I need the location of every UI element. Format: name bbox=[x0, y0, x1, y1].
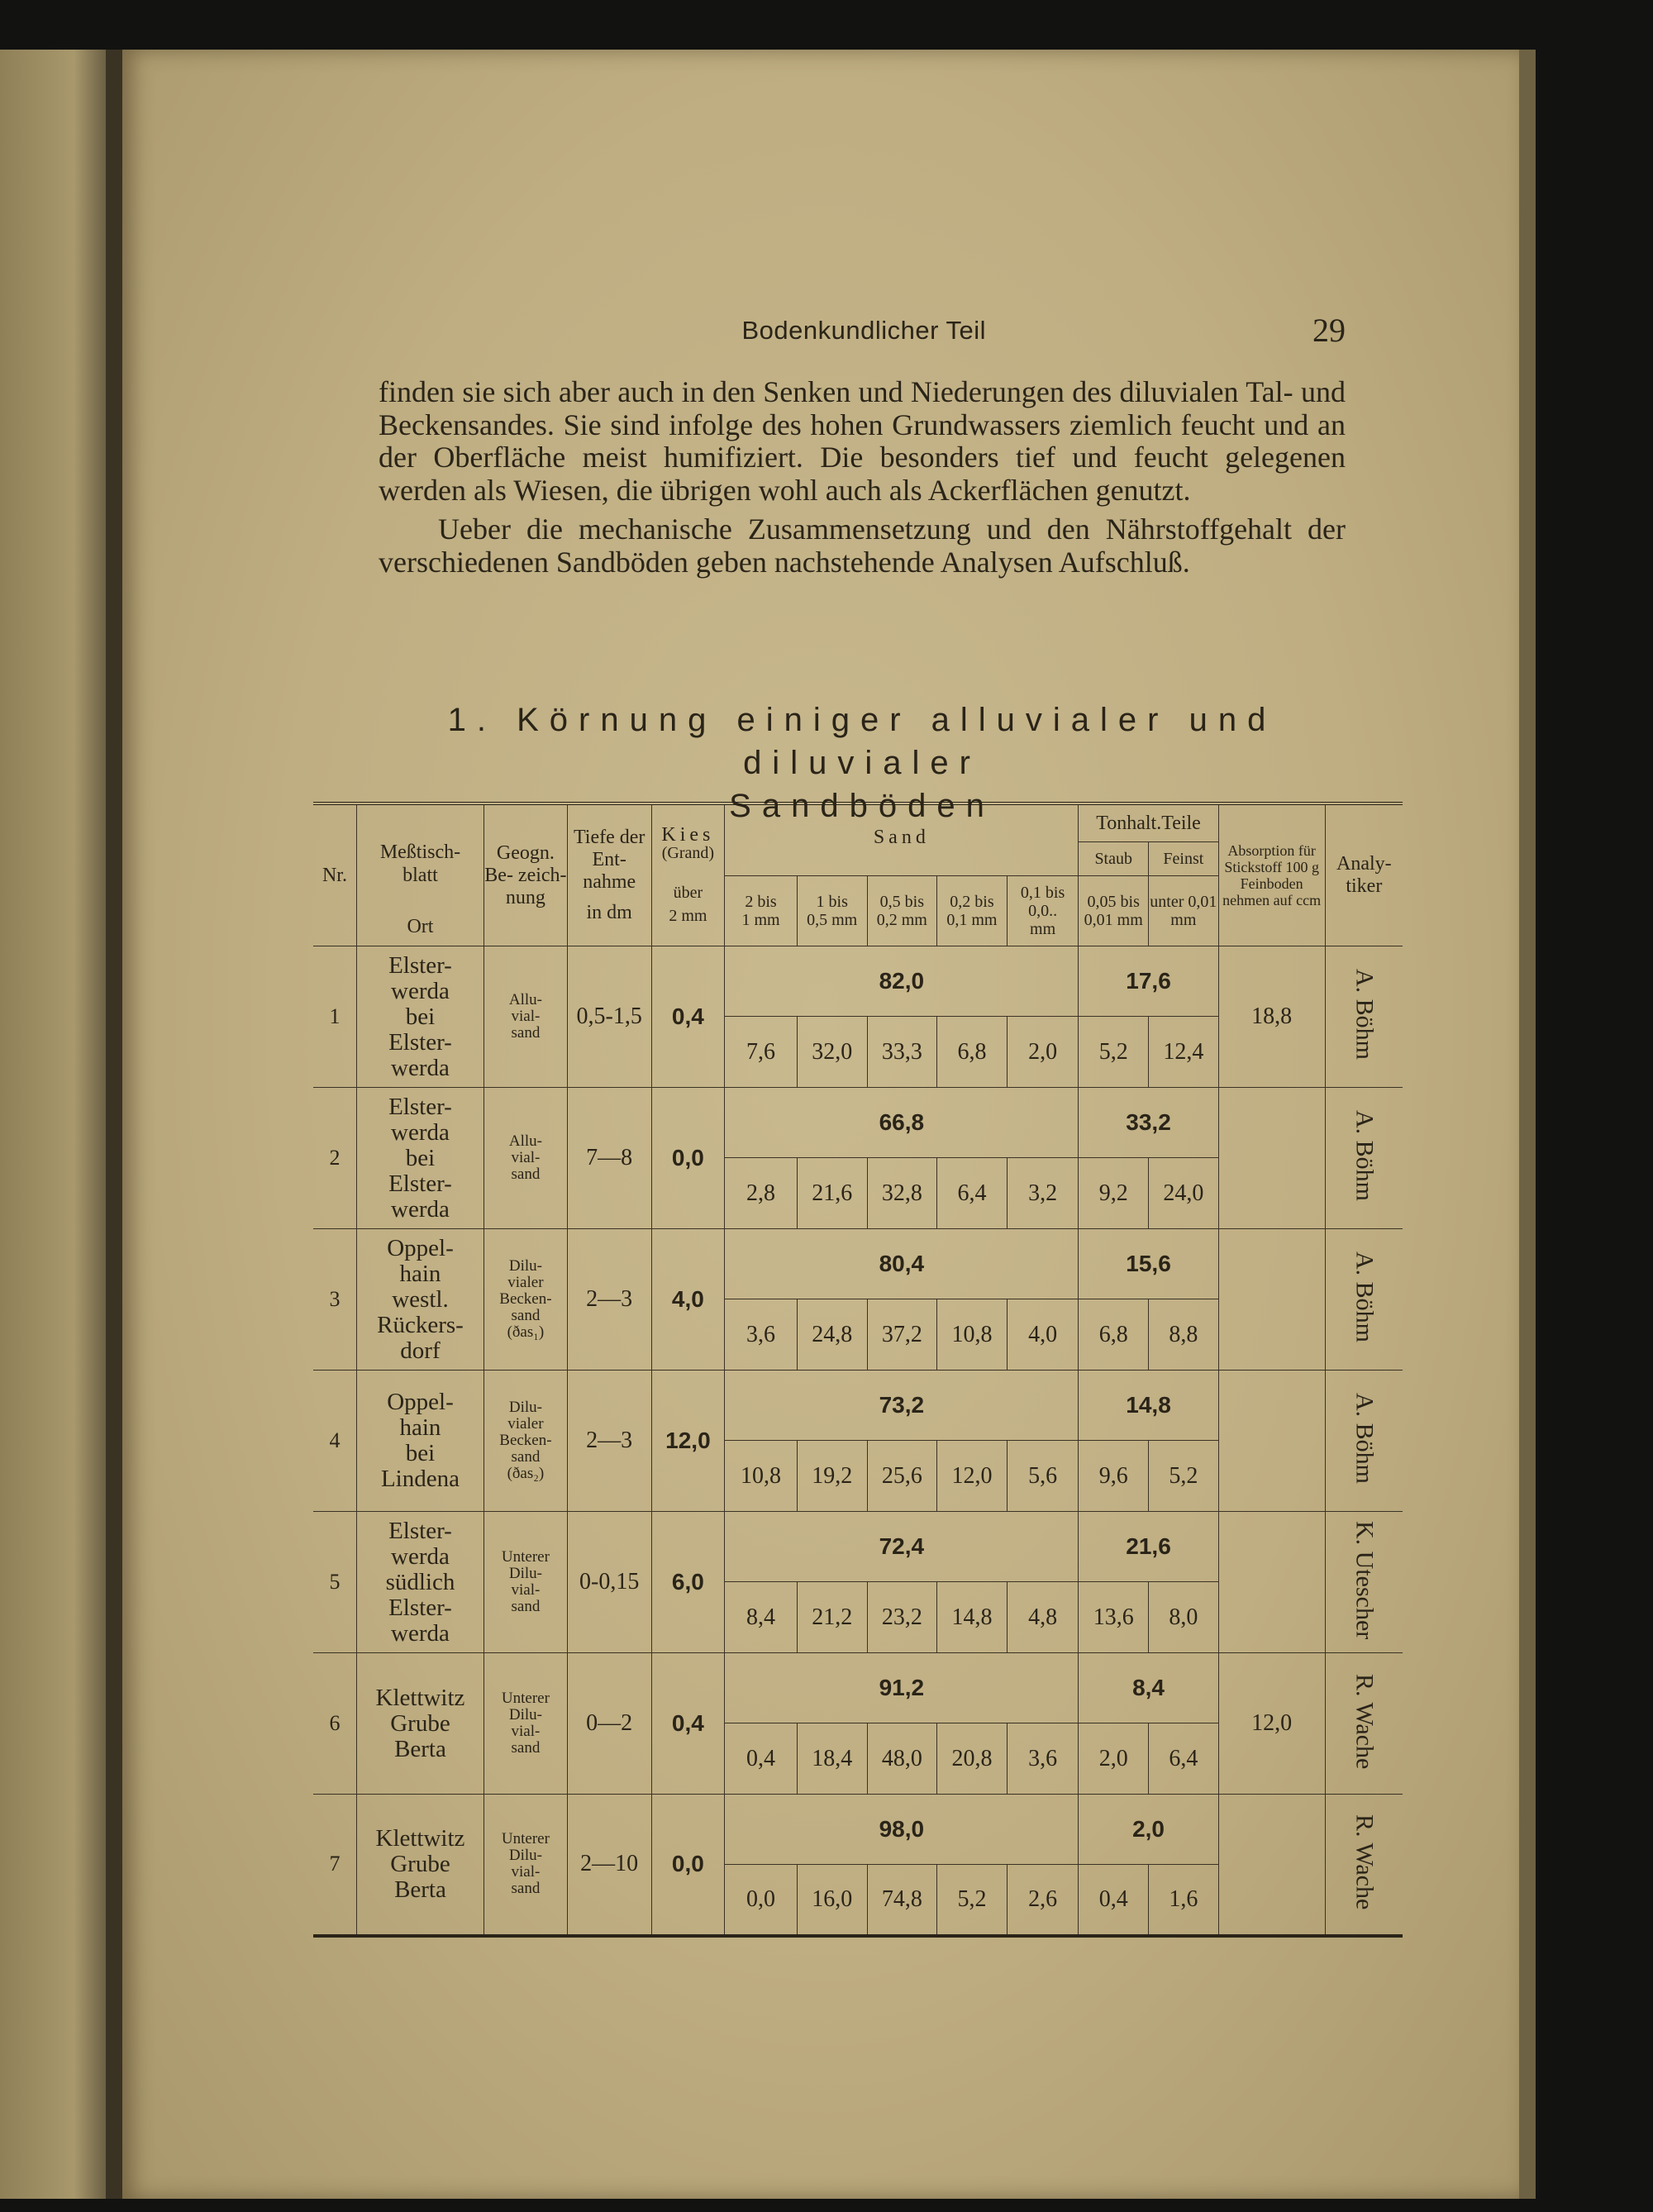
geology-line: vial- bbox=[511, 1723, 541, 1740]
clay-total: 14,8 bbox=[1079, 1371, 1218, 1441]
sand-total: 98,0 bbox=[725, 1795, 1079, 1865]
sand-fraction-value: 5,6 bbox=[1007, 1441, 1079, 1512]
location-line: Elster- bbox=[388, 1028, 452, 1056]
geology-line: vial- bbox=[511, 1581, 541, 1599]
location-line: Berta bbox=[394, 1876, 446, 1903]
sand-fraction-value: 3,2 bbox=[1007, 1158, 1079, 1229]
geology-line: sand bbox=[511, 1166, 541, 1183]
depth-value: 2—10 bbox=[567, 1795, 651, 1936]
facing-page-edge bbox=[0, 50, 106, 2199]
geology-line: vial- bbox=[511, 1863, 541, 1881]
body-text bbox=[379, 376, 1346, 579]
gravel-value: 12,0 bbox=[651, 1371, 725, 1512]
sand-col-5-line2: 0,0.. bbox=[1028, 901, 1058, 920]
location-cell bbox=[356, 1653, 484, 1795]
location-line: südlich bbox=[385, 1568, 455, 1595]
header-staub: Staub bbox=[1079, 842, 1149, 876]
sand-col-2-line1: 1 bis bbox=[816, 892, 848, 911]
location-cell bbox=[356, 946, 484, 1088]
sand-col-4-line1: 0,2 bis bbox=[950, 892, 994, 911]
location-line: Lindena bbox=[380, 1466, 460, 1492]
gravel-value: 4,0 bbox=[651, 1229, 725, 1371]
sand-fraction-value: 2,6 bbox=[1007, 1865, 1079, 1936]
geology-line: sand bbox=[511, 1739, 541, 1757]
location-cell bbox=[356, 1088, 484, 1229]
location-line: hain bbox=[399, 1414, 441, 1441]
header-feinst: Feinst bbox=[1149, 842, 1219, 876]
geology-line: vialer bbox=[507, 1415, 544, 1433]
geology-line: Unterer bbox=[501, 1548, 550, 1566]
geology-line: sand bbox=[511, 1448, 541, 1466]
analyst-name: R. Wache bbox=[1351, 1814, 1379, 1910]
sand-fraction-value: 6,4 bbox=[937, 1158, 1008, 1229]
header-sand-01-005mm bbox=[1007, 875, 1079, 946]
location-line: bei bbox=[405, 1440, 436, 1466]
table-body bbox=[313, 946, 1403, 1936]
header-nr: Nr. bbox=[313, 803, 356, 946]
clay-total: 33,2 bbox=[1079, 1088, 1218, 1158]
sand-total: 82,0 bbox=[725, 946, 1079, 1017]
header-grand: (Grand) bbox=[661, 844, 715, 862]
analyst-cell bbox=[1325, 1512, 1403, 1653]
gravel-value: 6,0 bbox=[651, 1512, 725, 1653]
geology-line: Dilu- bbox=[508, 1706, 542, 1723]
header-sand-02-01mm bbox=[937, 875, 1008, 946]
geology-cell bbox=[484, 1653, 568, 1795]
geology-cell bbox=[484, 1371, 568, 1512]
location-line: werda bbox=[391, 1054, 450, 1081]
sand-fraction-value: 7,6 bbox=[725, 1017, 798, 1088]
absorption-value bbox=[1218, 1795, 1325, 1936]
row-number: 3 bbox=[313, 1229, 356, 1371]
analyst-cell bbox=[1325, 1371, 1403, 1512]
silt-value: 9,6 bbox=[1079, 1441, 1149, 1512]
paragraph-2: Ueber die mechanische Zusammensetzung und den Nährstoffgehalt der verschiedenen Sandböden geben nachstehende Analysen Aufschluß. bbox=[379, 512, 1346, 579]
clay-total: 15,6 bbox=[1079, 1229, 1218, 1299]
sand-fraction-value: 19,2 bbox=[797, 1441, 867, 1512]
row-number: 6 bbox=[313, 1653, 356, 1795]
sand-col-5-line3: mm bbox=[1030, 919, 1056, 938]
geology-line: Dilu- bbox=[508, 1257, 542, 1275]
location-line: hain bbox=[399, 1260, 441, 1287]
sand-total: 72,4 bbox=[725, 1512, 1079, 1582]
geology-line: (ðas₁) bbox=[507, 1323, 545, 1341]
clay-total: 21,6 bbox=[1079, 1512, 1218, 1582]
sand-col-4-line2: 0,1 mm bbox=[946, 910, 998, 929]
sand-col-1-line2: 1 mm bbox=[741, 910, 780, 929]
geology-line: Unterer bbox=[501, 1690, 550, 1707]
header-staub-range: 0,05 bis 0,01 mm bbox=[1079, 875, 1149, 946]
location-line: werda bbox=[391, 977, 450, 1004]
geology-line: vial- bbox=[511, 1008, 541, 1025]
location-line: Grube bbox=[390, 1850, 450, 1877]
depth-value: 2—3 bbox=[567, 1371, 651, 1512]
table-row bbox=[313, 1512, 1403, 1582]
fine-value: 1,6 bbox=[1149, 1865, 1219, 1936]
sand-total: 66,8 bbox=[725, 1088, 1079, 1158]
location-line: Berta bbox=[394, 1735, 446, 1762]
location-cell bbox=[356, 1371, 484, 1512]
sand-fraction-value: 3,6 bbox=[725, 1299, 798, 1371]
geology-line: Becken- bbox=[499, 1432, 552, 1449]
geology-cell bbox=[484, 1088, 568, 1229]
location-cell bbox=[356, 1795, 484, 1936]
page-number: 29 bbox=[1312, 312, 1346, 349]
absorption-value: 12,0 bbox=[1218, 1653, 1325, 1795]
sand-col-2-line2: 0,5 mm bbox=[807, 910, 858, 929]
depth-value: 0—2 bbox=[567, 1653, 651, 1795]
geology-cell bbox=[484, 1512, 568, 1653]
sand-fraction-value: 16,0 bbox=[797, 1865, 867, 1936]
location-line: werda bbox=[391, 1619, 450, 1647]
header-sand-05-02mm bbox=[867, 875, 937, 946]
clay-total: 17,6 bbox=[1079, 946, 1218, 1017]
row-number: 7 bbox=[313, 1795, 356, 1936]
row-number: 4 bbox=[313, 1371, 356, 1512]
sand-fraction-value: 20,8 bbox=[937, 1723, 1008, 1795]
sand-fraction-value: 32,0 bbox=[797, 1017, 867, 1088]
header-messtisch-line1: Meßtisch- bbox=[379, 841, 461, 863]
analyst-cell bbox=[1325, 946, 1403, 1088]
sand-col-3-line1: 0,5 bis bbox=[879, 892, 924, 911]
header-feinst-range: unter 0,01 mm bbox=[1149, 875, 1219, 946]
sand-fraction-value: 8,4 bbox=[725, 1582, 798, 1653]
row-number: 1 bbox=[313, 946, 356, 1088]
absorption-value bbox=[1218, 1229, 1325, 1371]
sand-fraction-value: 3,6 bbox=[1007, 1723, 1079, 1795]
header-geogn: Geogn. Be- zeich- nung bbox=[484, 803, 568, 946]
analyst-name: A. Böhm bbox=[1351, 1110, 1379, 1202]
sand-fraction-value: 32,8 bbox=[867, 1158, 937, 1229]
silt-value: 13,6 bbox=[1079, 1582, 1149, 1653]
silt-value: 2,0 bbox=[1079, 1723, 1149, 1795]
header-absorption: Absorption für Stickstoff 100 g Feinboden nehmen auf ccm bbox=[1218, 803, 1325, 946]
sand-col-3-line2: 0,2 mm bbox=[876, 910, 927, 929]
row-number: 2 bbox=[313, 1088, 356, 1229]
depth-value: 0,5-1,5 bbox=[567, 946, 651, 1088]
gravel-value: 0,0 bbox=[651, 1795, 725, 1936]
geology-line: sand bbox=[511, 1307, 541, 1324]
geology-cell bbox=[484, 946, 568, 1088]
paragraph-1: finden sie sich aber auch in den Senken und Niederungen des diluvialen Tal- und Beckensandes. Sie sind infolge des hohen Grundwassers ziemlich feucht und an der Oberfläche meist humifiziert. Die besonders tief und feucht gelegenen werden als Wiesen, die übrigen wohl auch als Ackerflächen genutzt. bbox=[379, 375, 1346, 507]
header-kies-unit-1: über bbox=[673, 884, 703, 902]
table-header bbox=[313, 803, 1403, 946]
sand-fraction-value: 21,2 bbox=[797, 1582, 867, 1653]
location-line: Elster- bbox=[388, 1170, 452, 1197]
location-line: Elster- bbox=[388, 1517, 452, 1544]
sand-fraction-value: 5,2 bbox=[937, 1865, 1008, 1936]
table-row bbox=[313, 1088, 1403, 1158]
depth-value: 0-0,15 bbox=[567, 1512, 651, 1653]
header-tiefe-unit: in dm bbox=[586, 902, 632, 923]
location-line: bei bbox=[405, 1003, 436, 1030]
location-cell bbox=[356, 1512, 484, 1653]
sand-col-1-line1: 2 bis bbox=[745, 892, 777, 911]
depth-value: 7—8 bbox=[567, 1088, 651, 1229]
table-row bbox=[313, 1653, 1403, 1723]
table-row bbox=[313, 1795, 1403, 1865]
sand-col-5-line1: 0,1 bis bbox=[1020, 883, 1065, 902]
absorption-value: 18,8 bbox=[1218, 946, 1325, 1088]
sand-fraction-value: 4,8 bbox=[1007, 1582, 1079, 1653]
location-line: werda bbox=[391, 1118, 450, 1146]
analyst-cell bbox=[1325, 1653, 1403, 1795]
fine-value: 8,0 bbox=[1149, 1582, 1219, 1653]
location-line: Rückers- bbox=[377, 1311, 464, 1338]
row-number: 5 bbox=[313, 1512, 356, 1653]
sand-fraction-value: 2,8 bbox=[725, 1158, 798, 1229]
geology-line: Dilu- bbox=[508, 1399, 542, 1416]
header-analytiker: Analy- tiker bbox=[1325, 803, 1403, 946]
gravel-value: 0,4 bbox=[651, 1653, 725, 1795]
sand-fraction-value: 4,0 bbox=[1007, 1299, 1079, 1371]
header-tiefe bbox=[567, 803, 651, 946]
caption-line-2: Sandböden bbox=[729, 788, 995, 824]
sand-fraction-value: 0,4 bbox=[725, 1723, 798, 1795]
location-line: westl. bbox=[392, 1285, 449, 1313]
geology-line: sand bbox=[511, 1880, 541, 1898]
geology-line: sand bbox=[511, 1598, 541, 1615]
sand-fraction-value: 14,8 bbox=[937, 1582, 1008, 1653]
sand-fraction-value: 6,8 bbox=[937, 1017, 1008, 1088]
geology-line: Dilu- bbox=[508, 1847, 542, 1865]
gravel-value: 0,0 bbox=[651, 1088, 725, 1229]
fine-value: 5,2 bbox=[1149, 1441, 1219, 1512]
sand-fraction-value: 33,3 bbox=[867, 1017, 937, 1088]
location-line: dorf bbox=[400, 1337, 441, 1364]
location-line: werda bbox=[391, 1195, 450, 1223]
location-line: bei bbox=[405, 1144, 436, 1171]
header-kies bbox=[651, 803, 725, 946]
location-line: Grube bbox=[390, 1709, 450, 1737]
gravel-value: 0,4 bbox=[651, 946, 725, 1088]
analyst-name: K. Utescher bbox=[1351, 1520, 1379, 1640]
silt-value: 6,8 bbox=[1079, 1299, 1149, 1371]
analyst-name: A. Böhm bbox=[1351, 1393, 1379, 1485]
sand-total: 80,4 bbox=[725, 1229, 1079, 1299]
location-line: werda bbox=[391, 1542, 450, 1570]
clay-total: 2,0 bbox=[1079, 1795, 1218, 1865]
header-kies-unit-2: 2 mm bbox=[669, 907, 707, 925]
analyst-cell bbox=[1325, 1229, 1403, 1371]
sand-fraction-value: 25,6 bbox=[867, 1441, 937, 1512]
silt-value: 5,2 bbox=[1079, 1017, 1149, 1088]
absorption-value bbox=[1218, 1512, 1325, 1653]
sand-total: 91,2 bbox=[725, 1653, 1079, 1723]
table-row bbox=[313, 946, 1403, 1017]
fine-value: 8,8 bbox=[1149, 1299, 1219, 1371]
sand-fraction-value: 74,8 bbox=[867, 1865, 937, 1936]
analyst-name: A. Böhm bbox=[1351, 969, 1379, 1061]
sand-fraction-value: 23,2 bbox=[867, 1582, 937, 1653]
book-page bbox=[122, 50, 1519, 2199]
header-kies-label: Kies bbox=[661, 824, 715, 846]
depth-value: 2—3 bbox=[567, 1229, 651, 1371]
header-ort: Ort bbox=[407, 916, 434, 937]
header-sand-2-1mm bbox=[725, 875, 798, 946]
silt-value: 9,2 bbox=[1079, 1158, 1149, 1229]
location-line: Elster- bbox=[388, 951, 452, 979]
geology-line: sand bbox=[511, 1024, 541, 1042]
geology-cell bbox=[484, 1229, 568, 1371]
fine-value: 24,0 bbox=[1149, 1158, 1219, 1229]
location-line: Oppel- bbox=[387, 1234, 454, 1261]
sand-fraction-value: 18,4 bbox=[797, 1723, 867, 1795]
location-line: Oppel- bbox=[387, 1389, 454, 1415]
location-line: Klettwitz bbox=[375, 1684, 465, 1711]
location-cell bbox=[356, 1229, 484, 1371]
caption-line-1: 1. Körnung einiger alluvialer und diluvialer bbox=[447, 702, 1277, 781]
header-tiefe-label: Tiefe der Ent- nahme bbox=[573, 827, 645, 893]
fine-value: 12,4 bbox=[1149, 1017, 1219, 1088]
analyst-name: A. Böhm bbox=[1351, 1251, 1379, 1343]
fine-value: 6,4 bbox=[1149, 1723, 1219, 1795]
geology-line: vial- bbox=[511, 1149, 541, 1166]
geology-cell bbox=[484, 1795, 568, 1936]
analyst-cell bbox=[1325, 1088, 1403, 1229]
geology-line: Unterer bbox=[501, 1830, 550, 1848]
sand-fraction-value: 0,0 bbox=[725, 1865, 798, 1936]
sand-fraction-value: 24,8 bbox=[797, 1299, 867, 1371]
running-head: Bodenkundlicher Teil bbox=[741, 316, 986, 345]
header-messtischblatt bbox=[356, 803, 484, 946]
analyst-name: R. Wache bbox=[1351, 1673, 1379, 1770]
sand-fraction-value: 48,0 bbox=[867, 1723, 937, 1795]
sand-fraction-value: 37,2 bbox=[867, 1299, 937, 1371]
grain-size-table bbox=[313, 802, 1403, 1938]
geology-line: Allu- bbox=[508, 1132, 542, 1150]
header-tonhaltige-teile: Tonhalt.Teile bbox=[1079, 803, 1218, 842]
table-row bbox=[313, 1229, 1403, 1299]
geology-line: vialer bbox=[507, 1274, 544, 1291]
location-line: Elster- bbox=[388, 1594, 452, 1621]
page-edge-right bbox=[1519, 50, 1536, 2199]
sand-fraction-value: 12,0 bbox=[937, 1441, 1008, 1512]
absorption-value bbox=[1218, 1088, 1325, 1229]
analyst-cell bbox=[1325, 1795, 1403, 1936]
header-messtisch-line2: blatt bbox=[403, 865, 438, 886]
absorption-value bbox=[1218, 1371, 1325, 1512]
header-sand-1-05mm bbox=[797, 875, 867, 946]
table-row bbox=[313, 1371, 1403, 1441]
header-sand: Sand bbox=[725, 803, 1079, 875]
geology-line: Dilu- bbox=[508, 1565, 542, 1582]
geology-line: (ðas₂) bbox=[507, 1465, 545, 1482]
clay-total: 8,4 bbox=[1079, 1653, 1218, 1723]
sand-fraction-value: 2,0 bbox=[1007, 1017, 1079, 1088]
geology-line: Becken- bbox=[499, 1290, 552, 1308]
sand-fraction-value: 21,6 bbox=[797, 1158, 867, 1229]
silt-value: 0,4 bbox=[1079, 1865, 1149, 1936]
sand-total: 73,2 bbox=[725, 1371, 1079, 1441]
location-line: Klettwitz bbox=[375, 1824, 465, 1852]
geology-line: Allu- bbox=[508, 991, 542, 1008]
location-line: Elster- bbox=[388, 1093, 452, 1120]
sand-fraction-value: 10,8 bbox=[725, 1441, 798, 1512]
sand-fraction-value: 10,8 bbox=[937, 1299, 1008, 1371]
book-gutter bbox=[106, 50, 122, 2199]
